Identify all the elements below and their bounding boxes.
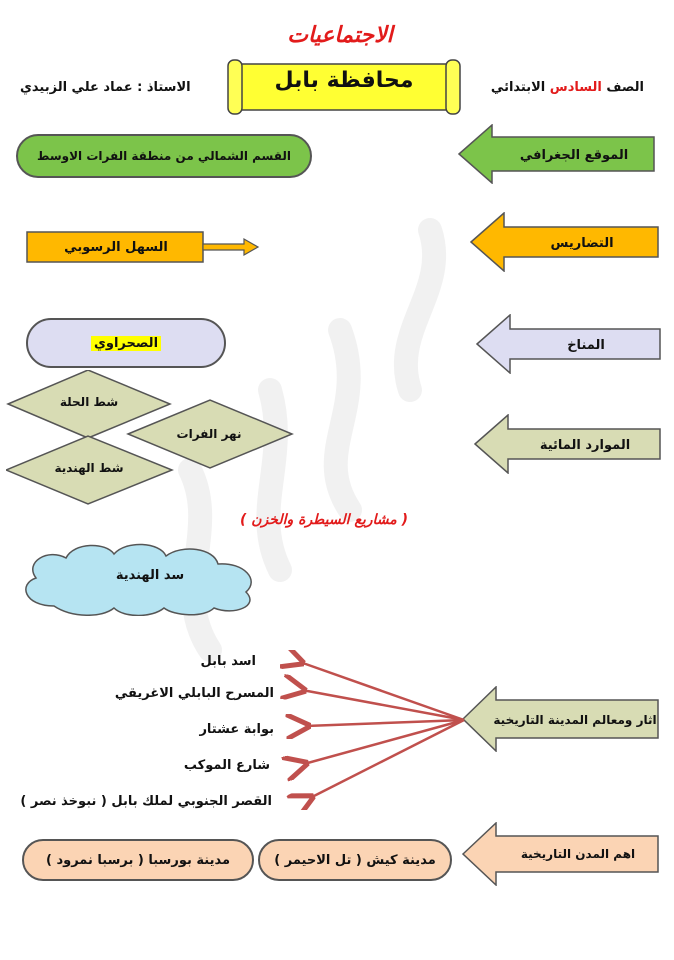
connector-4 [304, 720, 464, 764]
city-kish: مدينة كيش ( تل الاحيمر ) [258, 839, 452, 881]
landmark-item: شارع الموكب [183, 758, 270, 773]
location-topic: الموقع الجغرافي [519, 147, 629, 163]
climate-topic: المناخ [567, 337, 605, 353]
projects-heading: ( مشاريع السيطرة والخزن ) [240, 512, 409, 528]
water-topic: الموارد المائية [539, 437, 631, 453]
connector-1 [300, 662, 464, 720]
city-borsippa: مدينة بورسبا ( برسبا نمرود ) [22, 839, 254, 881]
climate-answer-box [26, 318, 226, 368]
page-title: محافظة بابل [274, 68, 414, 93]
connector-5 [310, 720, 464, 798]
connector-2 [302, 690, 464, 720]
connector-3 [306, 720, 464, 726]
landmarks-topic: اثار ومعالم المدينة التاريخية [493, 713, 657, 727]
terrain-topic: التضاريس [550, 235, 614, 251]
landmark-item: بوابة عشتار [199, 722, 274, 737]
cities-topic: اهم المدن التاريخية [520, 847, 636, 861]
terrain-answer: السهل الرسوبي [64, 239, 168, 255]
water-answer-3: شط الهندية [54, 461, 124, 475]
location-answer: القسم الشمالي من منطقة الفرات الاوسط [16, 134, 312, 178]
grade-label: الصف السادس الابتدائي [490, 80, 644, 95]
grade-highlight: السادس [549, 80, 602, 95]
teacher-name: الاستاذ : عماد علي الزبيدي [20, 80, 191, 95]
landmark-item: القصر الجنوبي لملك بابل ( نبوخذ نصر ) [20, 794, 272, 809]
climate-answer: الصحراوي [91, 336, 161, 351]
water-answer-1: شط الحلة [59, 395, 119, 409]
landmark-item: المسرح البابلي الاغريقي [114, 686, 274, 701]
water-answer-2: نهر الفرات [176, 427, 242, 441]
subject-title: الاجتماعيات [287, 22, 393, 48]
landmark-item: اسد بابل [200, 654, 256, 669]
landmarks-connectors [280, 650, 470, 810]
dam-label: سد الهندية [115, 567, 185, 583]
